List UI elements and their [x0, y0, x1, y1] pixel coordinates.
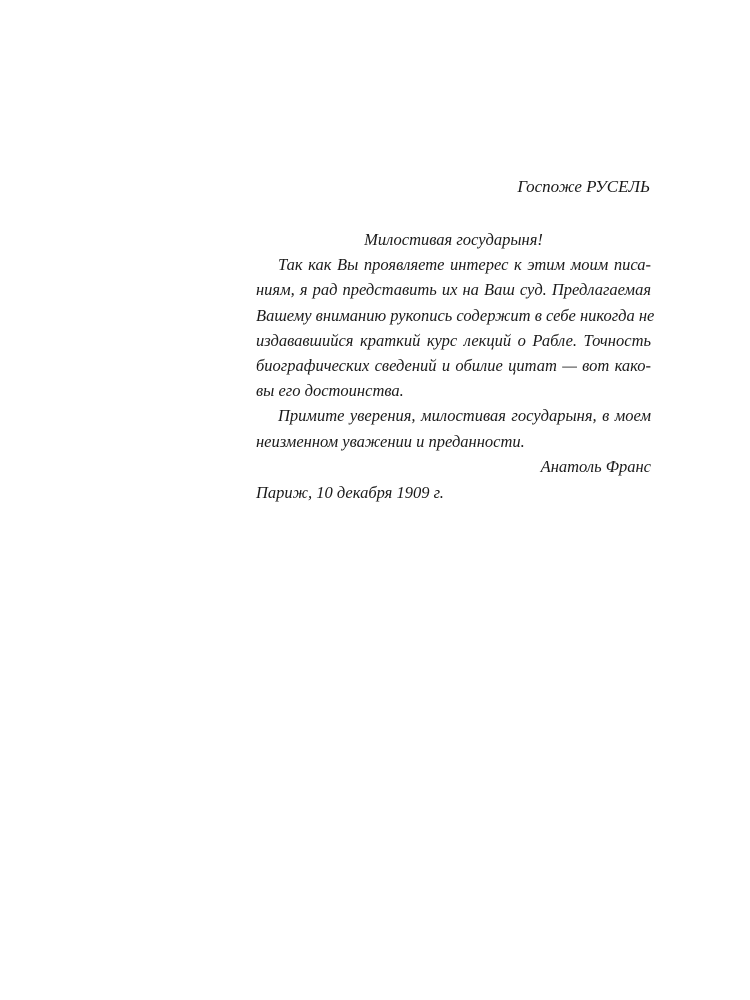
- letter: [256, 227, 655, 505]
- dateline: Париж, 10 декабря 1909 г.: [256, 483, 444, 503]
- signature: Анатоль Франс: [540, 456, 651, 476]
- salutation: Милостивая государыня!: [364, 230, 543, 249]
- dedication: Госпоже РУСЕЛЬ: [517, 177, 650, 196]
- text-line: неизменном уважении и преданности.: [256, 431, 525, 451]
- text-line: Вашему вниманию рукопись содержит в себе никогда не: [256, 305, 655, 325]
- letter-paragraph-2: [256, 403, 651, 453]
- text-line: ниям, я рад представить их на Ваш суд. Предлагаемая: [256, 280, 651, 300]
- text-line: Примите уверения, милостивая государыня, в моем: [278, 406, 651, 426]
- text-line: Так как Вы проявляете интерес к этим моим писа-: [278, 255, 651, 275]
- text-line: биографических сведений и обилие цитат — вот како-: [256, 356, 651, 376]
- letter-paragraph-1: [256, 252, 655, 403]
- text-line: вы его достоинства.: [256, 381, 404, 401]
- text-line: издававшийся краткий курс лекций о Рабле. Точность: [256, 330, 651, 350]
